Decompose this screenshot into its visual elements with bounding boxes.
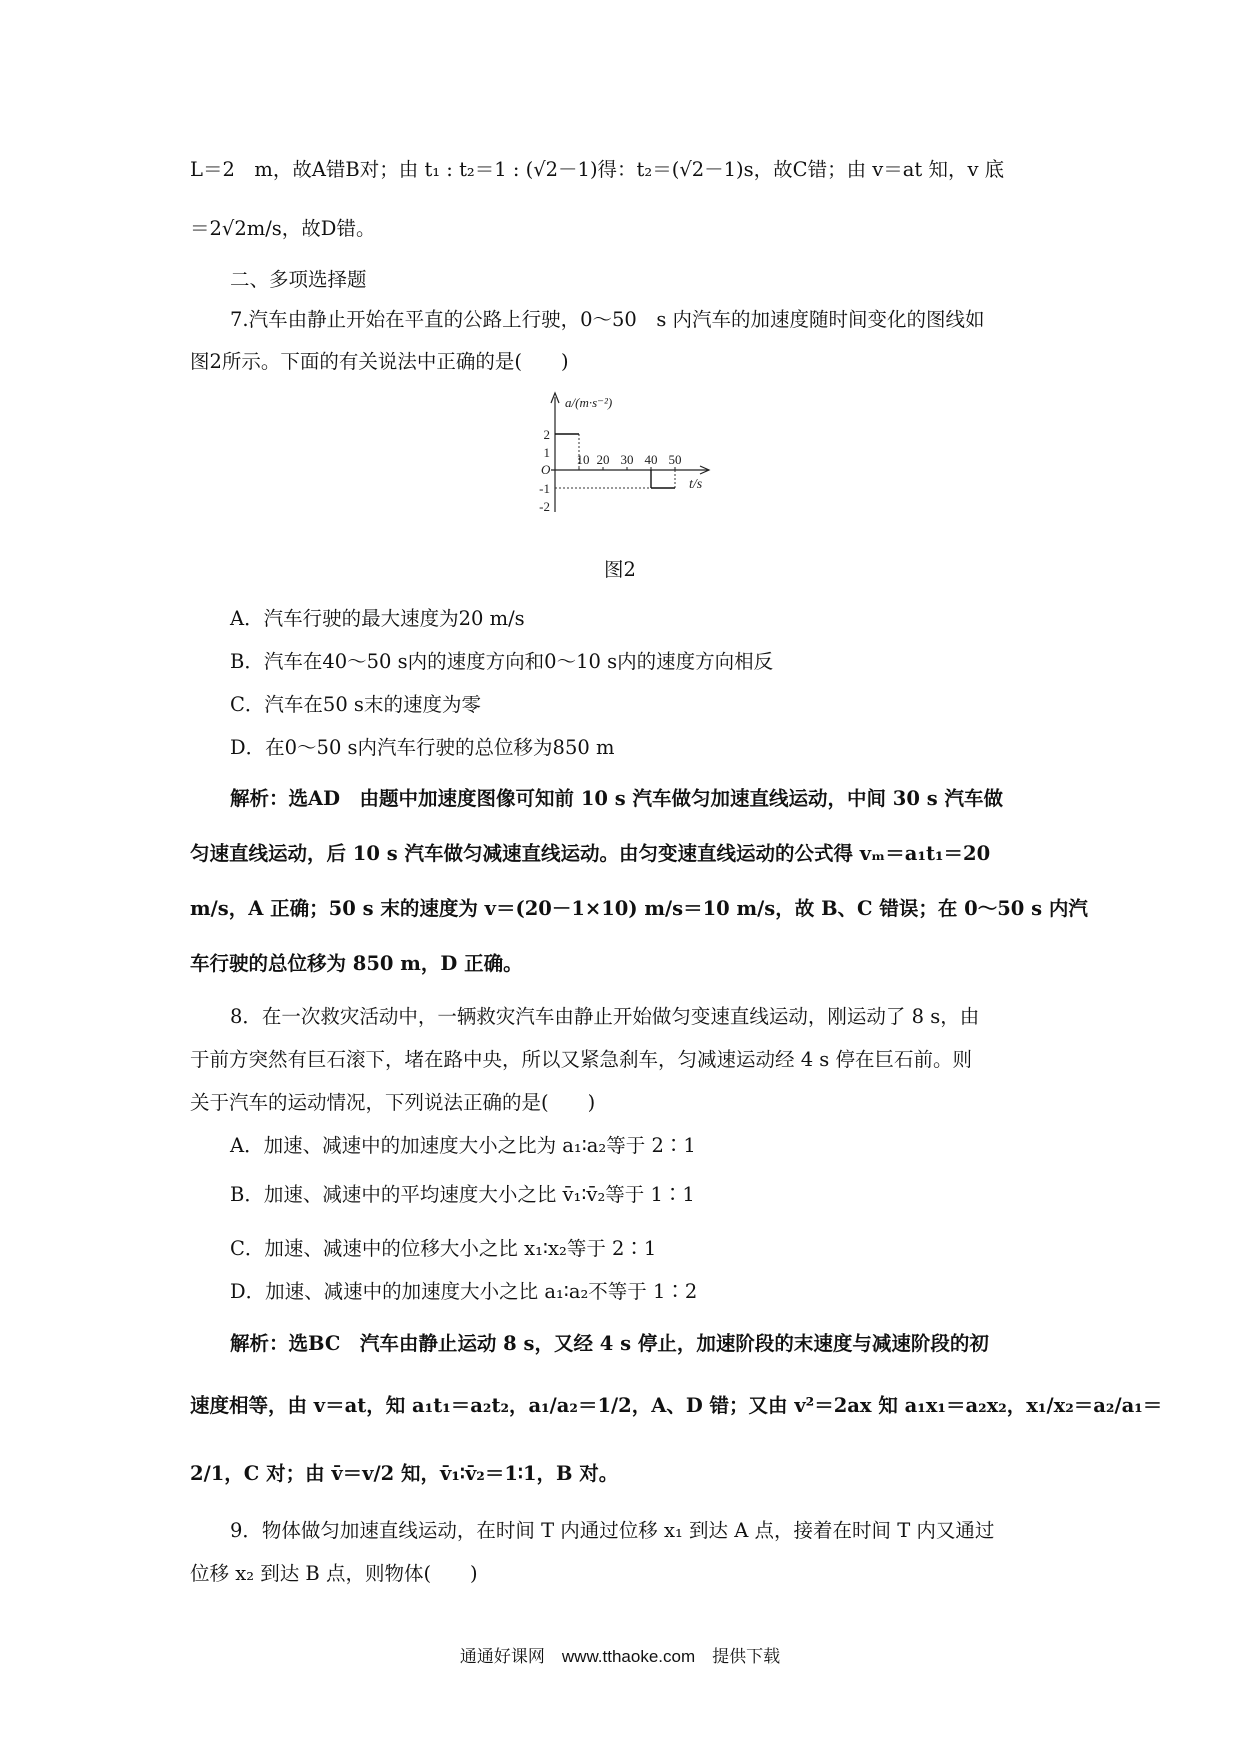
- question-8-text: 关于汽车的运动情况，下列说法正确的是( ): [190, 1091, 596, 1114]
- y-axis-label: a/(m·s⁻²): [565, 395, 613, 410]
- y-tick-label: -2: [539, 499, 550, 514]
- x-tick-label: 20: [596, 452, 610, 467]
- option-d: D．加速、减速中的加速度大小之比 a₁∶a₂不等于 1∶2: [230, 1280, 698, 1303]
- option-a: A．加速、减速中的加速度大小之比为 a₁∶a₂等于 2∶1: [230, 1134, 696, 1157]
- page-footer: 通通好课网 www.tthaoke.com 提供下载: [459, 1647, 781, 1666]
- x-tick-label: 40: [644, 452, 658, 467]
- text-line: ＝2√2m/s，故D错。: [190, 217, 376, 240]
- x-tick-label: 50: [668, 452, 682, 467]
- analysis-line: 解析：选AD 由题中加速度图像可知前 10 s 汽车做匀加速直线运动，中间 30 s 汽车做: [230, 787, 1004, 810]
- question-9-text: 位移 x₂ 到达 B 点，则物体( ): [190, 1562, 478, 1585]
- question-7-text: 图2所示。下面的有关说法中正确的是( ): [190, 350, 569, 373]
- question-9-text: 9．物体做匀加速直线运动，在时间 T 内通过位移 x₁ 到达 A 点，接着在时间 T 内又通过: [230, 1519, 995, 1542]
- analysis-line: 车行驶的总位移为 850 m，D 正确。: [190, 952, 523, 975]
- acceleration-time-graph: [520, 385, 760, 545]
- text-line: L＝2 m，故A错B对；由 t₁ : t₂＝1 : (√2－1)得：t₂＝(√2－1)s，故C错；由 v＝at 知，v 底: [190, 158, 1005, 181]
- x-tick-label: 10: [576, 452, 590, 467]
- x-tick-label: 30: [620, 452, 634, 467]
- y-tick-label: 2: [543, 427, 550, 442]
- figure-caption: 图2: [604, 558, 636, 581]
- option-c: C．汽车在50 s末的速度为零: [230, 693, 481, 716]
- graph-labels: [539, 395, 703, 514]
- analysis-line: 匀速直线运动，后 10 s 汽车做匀减速直线运动。由匀变速直线运动的公式得 vₘ＝a₁t₁＝20: [190, 842, 991, 865]
- y-tick-label: 1: [543, 445, 550, 460]
- question-7-text: 7.汽车由静止开始在平直的公路上行驶，0～50 s 内汽车的加速度随时间变化的图线如: [230, 308, 985, 331]
- option-d: D．在0～50 s内汽车行驶的总位移为850 m: [230, 736, 615, 759]
- y-tick-label: -1: [539, 481, 550, 496]
- origin-label: O: [541, 462, 551, 477]
- option-a: A．汽车行驶的最大速度为20 m/s: [230, 607, 525, 630]
- analysis-line: 2/1，C 对；由 v̄＝v/2 知，v̄₁∶v̄₂＝1∶1，B 对。: [190, 1462, 619, 1485]
- question-8-text: 于前方突然有巨石滚下，堵在路中央，所以又紧急刹车，匀减速运动经 4 s 停在巨石前。则: [190, 1048, 973, 1071]
- section-title: 二、多项选择题: [230, 268, 367, 291]
- analysis-line: 解析：选BC 汽车由静止运动 8 s，又经 4 s 停止，加速阶段的末速度与减速阶段的初: [230, 1332, 989, 1355]
- question-8-text: 8．在一次救灾活动中，一辆救灾汽车由静止开始做匀变速直线运动，刚运动了 8 s，由: [230, 1005, 980, 1028]
- option-c: C．加速、减速中的位移大小之比 x₁∶x₂等于 2∶1: [230, 1237, 657, 1260]
- option-b: B．汽车在40～50 s内的速度方向和0～10 s内的速度方向相反: [230, 650, 774, 673]
- x-axis-label: t/s: [689, 477, 703, 492]
- option-b: B．加速、减速中的平均速度大小之比 v̄₁∶v̄₂等于 1∶1: [230, 1183, 695, 1206]
- analysis-line: 速度相等，由 v＝at，知 a₁t₁＝a₂t₂，a₁/a₂＝1/2，A、D 错；又由 v²＝2ax 知 a₁x₁＝a₂x₂，x₁/x₂＝a₂/a₁＝: [190, 1394, 1163, 1417]
- analysis-line: m/s，A 正确；50 s 末的速度为 v＝(20－1×10) m/s＝10 m/s，故 B、C 错误；在 0～50 s 内汽: [190, 897, 1088, 920]
